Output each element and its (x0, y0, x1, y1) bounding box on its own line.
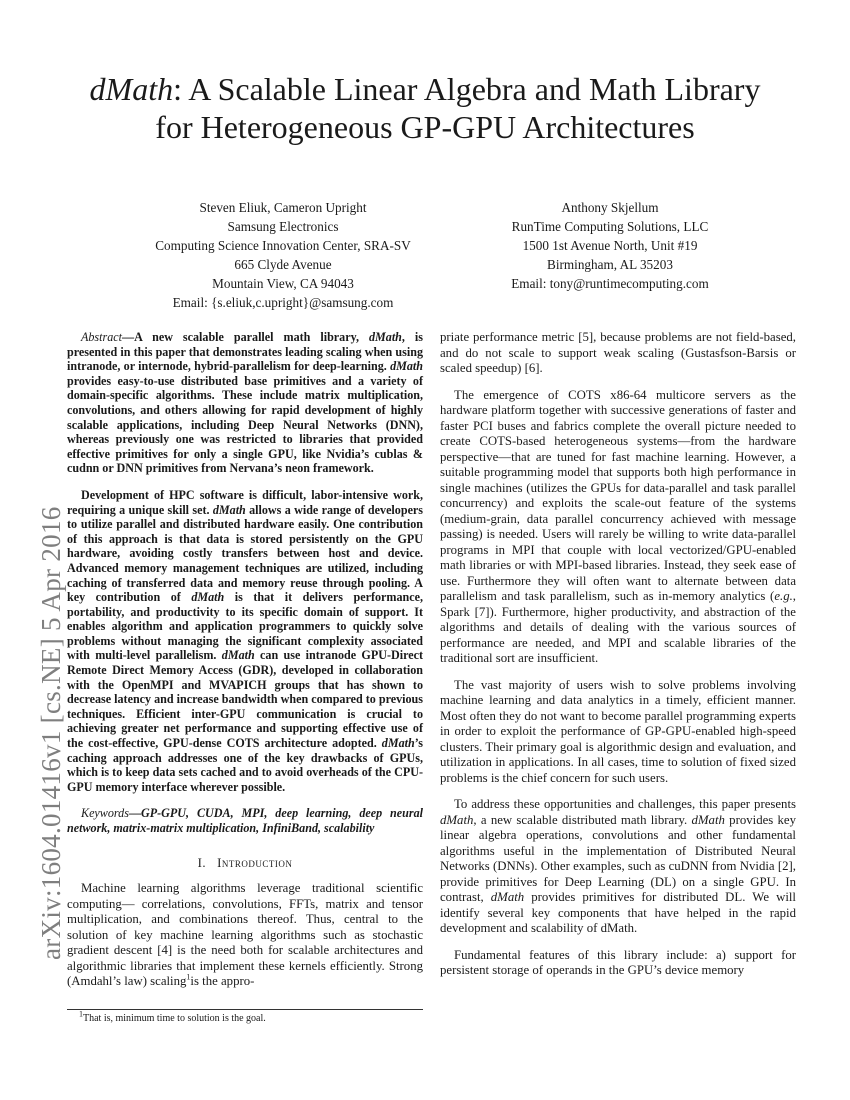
footnote-rule (67, 1009, 423, 1010)
author-street: 1500 1st Avenue North, Unit #19 (522, 238, 698, 253)
abstract: Abstract—A new scalable parallel math library, dMath, is presented in this paper that demonstrates leading scaling when using intranode, or internode, hybrid-parallelism for deep-learning. dMath provides easy-to-use distributed base primitives and a variety of domain-specific algorithms. These include matrix multiplication, convolutions, and others allowing for rapid development of highly scalable applications, including Deep Neural Networks (DNN), whereas previously one was restricted to libraries that provided effective primitives for only a single GPU, like Nvidia’s cublas & cudnn or DNN primitives from Nervana’s neon framework. Development of HPC software is difficult, labor-intensive work, requiring a unique skill set. dMath allows a wide range of developers to utilize parallel and distributed hardware easily. One contribution of this approach is that data is stored persistently on the GPU hardware, avoiding costly transfers between host and device. Advanced memory management techniques are utilized, including caching of transferred data and memory reuse through pooling. A key contribution of dMath is that it delivers performance, portability, and productivity to its specific domain of support. It enables algorithm and application programmers to quickly solve problems without managing the significant complexity associated with multi-level parallelism. dMath can use intranode GPU-Direct Remote Direct Memory Access (GDR), developed in collaboration with the OpenMPI and MVAPICH groups that has shown to decrease latency and increase bandwidth when compared to previous techniques. Efficient inter-GPU communication is crucial to achieving greater net performance and supporting effective use of the cost-effective, GPU-dense COTS architecture adopted. dMath’s caching approach addresses one of the key drawbacks of GPUs, which is to keep data sets cached and to avoid overheads of the CPU-GPU memory interface wherever possible. (67, 330, 424, 794)
author-names: Steven Eliuk, Cameron Upright (199, 200, 367, 215)
paragraph-dmath-intro: To address these opportunities and challenges, this paper presents dMath, a new scalable distributed math library. dMath provides key linear algebra operations, convolutions and other fundamental algorithms useful in the implementation of Distributed Neural Networks (DNNs). Other examples, such as cuDNN from Nvidia [2], provide primitives for Deep Learning (DL) on a single GPU. In contrast, dMath provides primitives for distributed DL. We will identify several key components that have helped in the rapid development and scalability of dMath. (440, 797, 796, 935)
author-email: Email: tony@runtimecomputing.com (511, 276, 709, 291)
author-names: Anthony Skjellum (561, 200, 659, 215)
intro-paragraph-1: Machine learning algorithms leverage traditional scientific computing— correlations, convolutions, FFTs, matrix and tensor multiplication, and combinations thereof. Thus, central to the solution of key machine learning algorithms such as stochastic gradient descent [4] is the need both for scalable architectures and algorithmic libraries that implement these kernels efficiently. Strong (Amdahl’s law) scaling$^1$is the appro- (67, 881, 423, 989)
author-affiliation: Samsung Electronics (227, 219, 339, 234)
arxiv-sidebar-stamp: arXiv:1604.01416v1 [cs.NE] 5 Apr 2016 (36, 506, 66, 960)
abstract-label: Abstract (81, 330, 122, 344)
paragraph-features: Fundamental features of this library include: a) support for persistent storage of operands in the GPU’s device memory (440, 947, 796, 977)
author-city: Birmingham, AL 35203 (547, 257, 673, 272)
keywords: Keywords—GP-GPU, CUDA, MPI, deep learning, deep neural network, matrix-matrix multiplication, InfiniBand, scalability (67, 806, 423, 835)
paragraph-cots: The emergence of COTS x86-64 multicore servers as the hardware platform together with successive generations of faster and faster PCI buses and fabrics complete the overall picture needed to create COTS-based heterogeneous systems—from the hardware perspective—that are tuned for fast machine learning. However, a suitable programming model that supports both high performance in single machines (utilizes the GPUs for data-parallel and task parallel concurrency) and exploits the scale-out feature of the systems (medium-grain, data parallel concurrency achieved with message passing) is needed. Users will rarely be willing to write data-parallel programs in MPI that couple with local vectorized/GPU-enabled math libraries or with MPI-based libraries. Instead, they seek ease of use. Furthermore they will often want to alternate between data parallelism and task parallelism, such as in-memory analytics (e.g., Spark [7]). Furthermore, higher productivity, and abstraction of the algorithms and details of dealing with the various sources of performance are needed, and MPI and scalable libraries of the traditional sort are insufficient. (440, 387, 796, 665)
author-street: 665 Clyde Avenue (234, 257, 332, 272)
author-affiliation: RunTime Computing Solutions, LLC (511, 219, 709, 234)
paragraph-users: The vast majority of users wish to solve problems involving machine learning and data analytics in a timely, efficient manner. Most often they do not want to become parallel programming experts in order to exploit the performance of GP-GPU-enabled high-speed clusters. Their primary goal is algorithmic design and evaluation, and utilization in applications. In all cases, time to solution of fixed sized problems is the chief concern for such users. (440, 677, 796, 785)
author-block-samsung (133, 198, 433, 312)
paper-title (50, 70, 800, 146)
title-line-1: : A Scalable Linear Algebra and Math Library (173, 71, 761, 107)
title-library-name: dMath (89, 71, 174, 107)
author-city: Mountain View, CA 94043 (212, 276, 354, 291)
section-heading-introduction: I. Introduction (197, 855, 293, 870)
paragraph-continued: priate performance metric [5], because problems are not field-based, and do not scale to support weak scaling (Gustasfson-Barsis or scaled speedup) [6]. (440, 330, 796, 375)
keywords-label: Keywords (81, 806, 129, 821)
author-email: Email: {s.eliuk,c.upright}@samsung.com (172, 295, 394, 310)
left-column (67, 330, 423, 1001)
author-block-runtime (480, 198, 740, 293)
title-line-2: for Heterogeneous GP-GPU Architectures (155, 109, 695, 145)
right-column (440, 330, 796, 990)
footnote-ref: 1 (186, 972, 191, 982)
footnote: $^1$That is, minimum time to solution is the goal. (79, 1009, 266, 1024)
author-department: Computing Science Innovation Center, SRA-SV (155, 238, 411, 253)
